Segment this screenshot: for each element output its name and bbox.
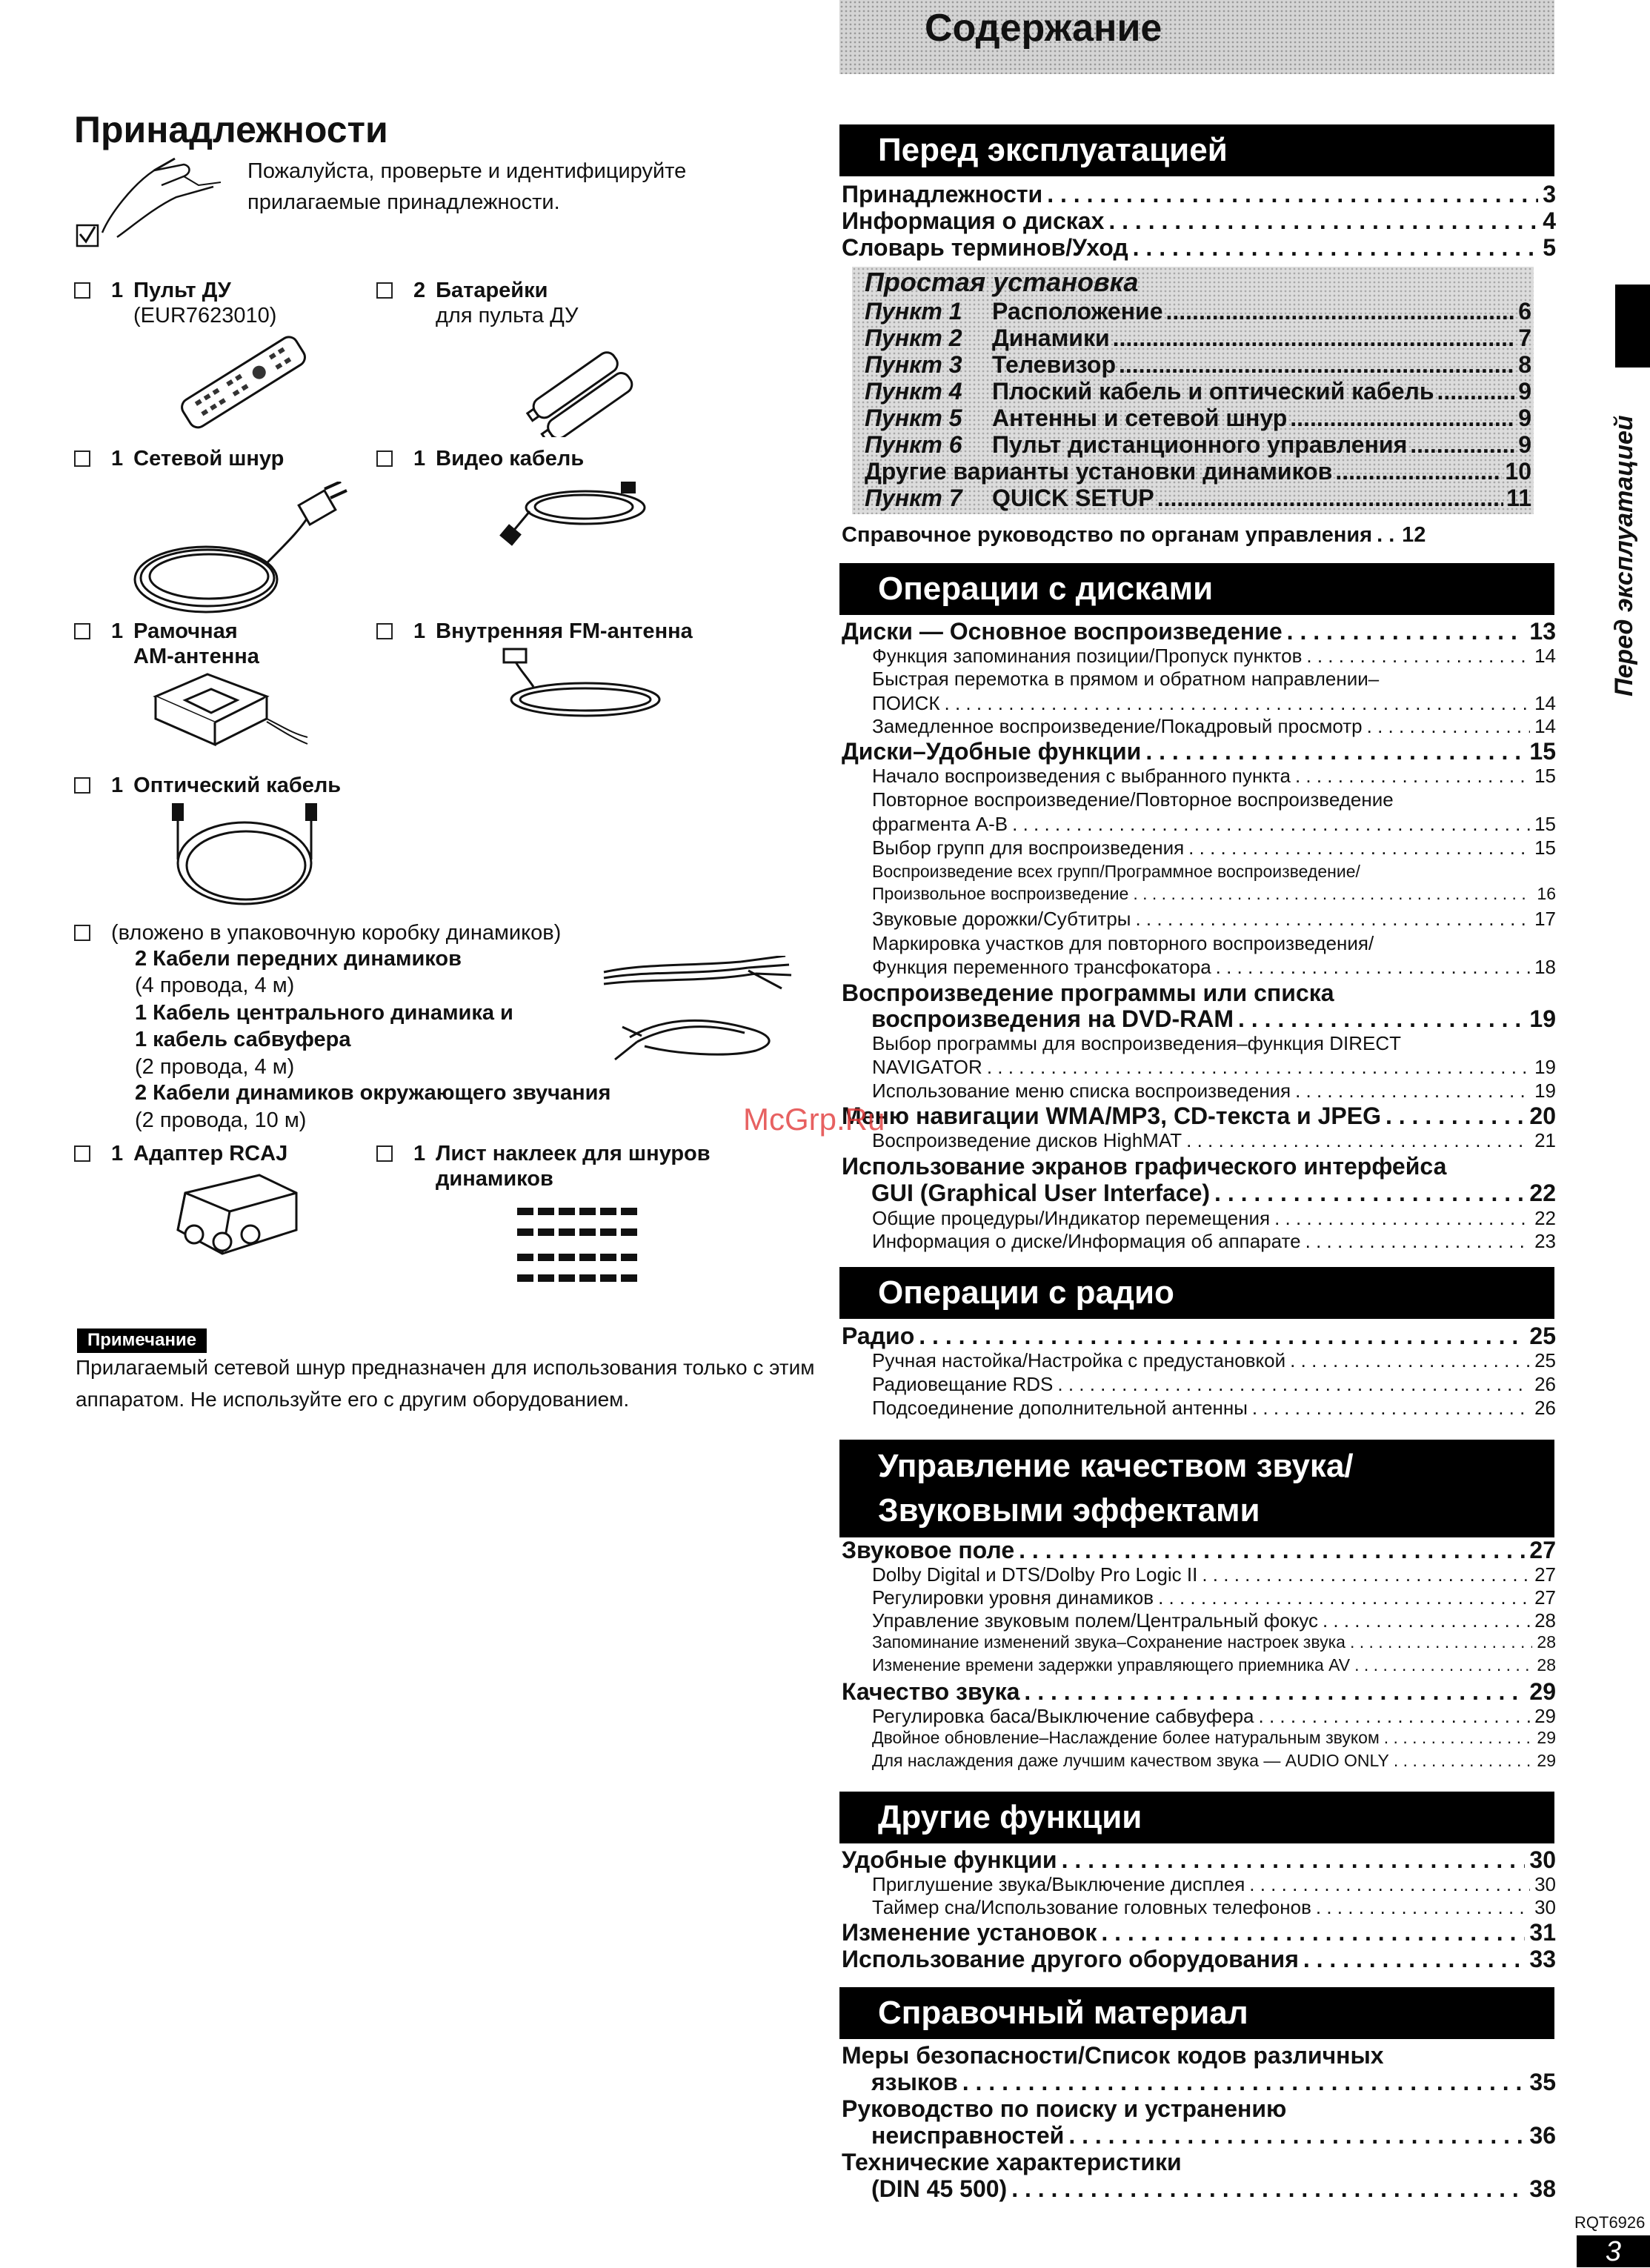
checkbox [74, 623, 90, 639]
toc-entry[interactable]: Меню навигации WMA/MP3, CD-текста и JPEG . . . 20 [842, 1103, 1556, 1130]
toc-subentry[interactable]: Запоминание изменений звука–Сохранение настроек звука . . . 28 [872, 1632, 1556, 1652]
side-tab-marker [1615, 285, 1650, 368]
toc-entry-line: Воспроизведение программы или списка [842, 980, 1334, 1006]
toc-subentry-line: Воспроизведение всех групп/Программное воспроизведение/ [872, 862, 1360, 881]
section-other-functions: Другие функции [839, 1792, 1554, 1843]
am-loop-antenna-icon [141, 667, 311, 756]
section-disc-operations: Операции с дисками [839, 563, 1554, 615]
toc-entry[interactable]: Диски–Удобные функции . . . 15 [842, 738, 1556, 765]
speaker-sticker-sheet-icon [511, 1202, 652, 1291]
batteries-icon [519, 348, 652, 437]
toc-subentry[interactable]: Dolby Digital и DTS/Dolby Pro Logic II . . . 27 [872, 1563, 1556, 1586]
toc-entry[interactable]: Качество звука . . . 29 [842, 1678, 1556, 1706]
checkbox [74, 1145, 90, 1162]
toc-entry[interactable]: языков . . . 35 [871, 2069, 1556, 2096]
toc-entry-line: Использование экранов графического интерфейса [842, 1153, 1447, 1180]
speaker-cables-center: 1 Кабель центрального динамика и [135, 1001, 513, 1025]
checkbox [376, 450, 393, 467]
toc-subentry[interactable]: Для наслаждения даже лучшим качеством звука — AUDIO ONLY . . . 29 [872, 1751, 1556, 1771]
accessory-sticker-sheet: 1 Лист наклеек для шнуров динамиков [376, 1141, 711, 1191]
toc-subentry[interactable]: фрагмента A-B . . . 15 [872, 813, 1556, 836]
accessory-remote: 1 Пульт ДУ (EUR7623010) [74, 278, 276, 328]
side-tab-label: Перед эксплуатацией [1610, 415, 1638, 696]
toc-entry[interactable]: Словарь терминов/Уход . . . 5 [842, 234, 1556, 262]
note-text: Прилагаемый сетевой шнур предназначен для использования только с этим аппаратом. Не используйте его с другим оборудованием. [76, 1356, 815, 1411]
accessory-rcaj-adapter: 1 Адаптер RCAJ [74, 1141, 287, 1166]
quick-setup-step[interactable]: Пункт 4 Плоский кабель и оптический кабель ..... 9 [865, 378, 1531, 405]
toc-subentry-line: Повторное воспроизведение/Повторное воспроизведение [872, 788, 1394, 811]
speaker-cables-subwoofer: 1 кабель сабвуфера [135, 1028, 351, 1051]
section-sound-control-line2: Звуковыми эффектами [878, 1492, 1260, 1529]
toc-entry[interactable]: неисправностей . . . 36 [871, 2122, 1556, 2149]
accessory-batteries: 2 Батарейки для пульта ДУ [376, 278, 578, 328]
speaker-cables-icon [600, 956, 793, 1067]
watermark: McGrp.Ru [743, 1102, 885, 1137]
toc-subentry[interactable]: Регулировки уровня динамиков . . . 27 [872, 1586, 1556, 1609]
quick-setup-step[interactable]: Пункт 6 Пульт дистанционного управления ..... 9 [865, 431, 1531, 459]
toc-entry-line: Руководство по поиску и устранению [842, 2095, 1287, 2122]
accessory-am-antenna: 1 Рамочная AM-антенна [74, 619, 259, 669]
toc-subentry[interactable]: Произвольное воспроизведение . . . 16 [872, 884, 1556, 904]
toc-subentry[interactable]: Начало воспроизведения с выбранного пункта . . . 15 [872, 765, 1556, 788]
toc-subentry[interactable]: Функция переменного трансфокатора . . . 18 [872, 956, 1556, 979]
accessory-video-cable: 1 Видео кабель [376, 446, 584, 471]
toc-subentry[interactable]: Воспроизведение дисков HighMAT . . . 21 [872, 1129, 1556, 1152]
speaker-cables-front: 2 Кабели передних динамиков [135, 947, 462, 971]
quick-setup-step[interactable]: Пункт 2 Динамики ..... 7 [865, 325, 1531, 352]
checkbox [74, 925, 90, 941]
toc-entry-line: Технические характеристики [842, 2149, 1182, 2175]
toc-subentry[interactable]: Радиовещание RDS . . . 26 [872, 1373, 1556, 1396]
toc-entry[interactable]: Принадлежности . . . 3 [842, 181, 1556, 208]
toc-entry[interactable]: (DIN 45 500) . . . 38 [871, 2175, 1556, 2203]
section-reference: Справочный материал [839, 1987, 1554, 2039]
accessory-speaker-cables: (вложено в упаковочную коробку динамиков) [74, 920, 682, 945]
toc-subentry[interactable]: Приглушение звука/Выключение дисплея . . . 30 [872, 1873, 1556, 1896]
toc-subentry[interactable]: NAVIGATOR . . . 19 [872, 1056, 1556, 1079]
quick-setup-title: Простая установка [865, 267, 1139, 297]
toc-subentry[interactable]: Замедленное воспроизведение/Покадровый просмотр . . . 14 [872, 715, 1556, 738]
toc-subentry[interactable]: Ручная настойка/Настройка с предустановкой . . . 25 [872, 1349, 1556, 1372]
remote-control-icon [169, 326, 317, 437]
toc-subentry[interactable]: ПОИСК . . . 14 [872, 692, 1556, 715]
quick-setup-step[interactable]: Пункт 3 Телевизор ..... 8 [865, 351, 1531, 379]
toc-entry-line: Меры безопасности/Список кодов различных [842, 2042, 1384, 2069]
toc-entry[interactable]: GUI (Graphical User Interface) . . . 22 [871, 1180, 1556, 1207]
accessory-power-cord: 1 Сетевой шнур [74, 446, 284, 471]
page-number: 3 [1577, 2235, 1650, 2267]
toc-entry[interactable]: Изменение установок . . . 31 [842, 1919, 1556, 1946]
quick-setup-step[interactable]: Пункт 7 QUICK SETUP ..... 11 [865, 485, 1531, 512]
toc-subentry-line: Быстрая перемотка в прямом и обратном направлении– [872, 668, 1380, 690]
model-code: RQT6926 [1574, 2213, 1646, 2232]
accessories-intro: Пожалуйста, проверьте и идентифицируйте прилагаемые принадлежности. [247, 159, 687, 214]
quick-setup-step[interactable]: Другие варианты установки динамиков ..... 10 [865, 458, 1531, 485]
toc-entry[interactable]: Использование другого оборудования . . . 33 [842, 1946, 1556, 1973]
power-cord-icon [126, 482, 348, 622]
toc-entry[interactable]: Информация о дисках . . . 4 [842, 207, 1556, 235]
toc-subentry[interactable]: Управление звуковым полем/Центральный фокус . . . 28 [872, 1609, 1556, 1632]
contents-header [839, 0, 1554, 74]
toc-entry[interactable]: Удобные функции . . . 30 [842, 1846, 1556, 1874]
speaker-cables-surround-detail: (2 провода, 10 м) [135, 1108, 307, 1132]
toc-entry[interactable]: Диски — Основное воспроизведение . . . 13 [842, 618, 1556, 645]
checkbox [376, 623, 393, 639]
speaker-cables-center-detail: (2 провода, 4 м) [135, 1055, 295, 1079]
speaker-cables-surround: 2 Кабели динамиков окружающего звучания [135, 1081, 611, 1105]
contents-title: Содержание [925, 7, 1162, 50]
toc-subentry-line: Маркировка участков для повторного воспроизведения/ [872, 932, 1374, 954]
section-radio-operations: Операции с радио [839, 1267, 1554, 1319]
toc-subentry[interactable]: Регулировка баса/Выключение сабвуфера . . . 29 [872, 1705, 1556, 1728]
toc-subentry[interactable]: Выбор групп для воспроизведения . . . 15 [872, 837, 1556, 859]
toc-entry[interactable]: Справочное руководство по органам управления . . . 12 [842, 523, 1556, 548]
note-label: Примечание [77, 1328, 207, 1353]
section-before-use: Перед эксплуатацией [839, 124, 1554, 176]
section-sound-control [839, 1440, 1554, 1537]
toc-entry[interactable]: Радио . . . 25 [842, 1323, 1556, 1350]
video-cable-icon [496, 474, 652, 548]
hand-checkmark-icon [73, 156, 236, 259]
quick-setup-step[interactable]: Пункт 1 Расположение ..... 6 [865, 298, 1531, 325]
checkbox [74, 282, 90, 299]
fm-indoor-antenna-icon [496, 646, 674, 728]
checkbox [74, 777, 90, 794]
accessories-title: Принадлежности [74, 109, 388, 150]
toc-subentry[interactable]: Подсоединение дополнительной антенны . . . 26 [872, 1397, 1556, 1420]
speaker-cables-front-detail: (4 провода, 4 м) [135, 974, 295, 997]
toc-entry[interactable]: Звуковое поле . . . 27 [842, 1537, 1556, 1564]
toc-subentry-line: Выбор программы для воспроизведения–функция DIRECT [872, 1032, 1401, 1054]
optical-cable-icon [163, 800, 319, 911]
checkbox [74, 450, 90, 467]
toc-subentry[interactable]: Функция запоминания позиции/Пропуск пунктов . . . 14 [872, 645, 1556, 668]
toc-subentry[interactable]: Звуковые дорожки/Субтитры . . . 17 [872, 908, 1556, 931]
accessory-fm-antenna: 1 Внутренняя FM-антенна [376, 619, 693, 644]
accessory-optical-cable: 1 Оптический кабель [74, 773, 341, 798]
toc-subentry[interactable]: Таймер сна/Использование головных телефонов . . . 30 [872, 1896, 1556, 1919]
toc-subentry[interactable]: Общие процедуры/Индикатор перемещения . . . 22 [872, 1207, 1556, 1230]
toc-subentry[interactable]: Изменение времени задержки управляющего приемника AV . . . 28 [872, 1655, 1556, 1675]
toc-entry[interactable]: воспроизведения на DVD-RAM . . . 19 [871, 1005, 1556, 1033]
toc-subentry[interactable]: Использование меню списка воспроизведения . . . 19 [872, 1080, 1556, 1103]
section-sound-control-line1: Управление качеством звука/ [878, 1448, 1354, 1484]
toc-subentry[interactable]: Информация о диске/Информация об аппарате . . . 23 [872, 1230, 1556, 1253]
quick-setup-step[interactable]: Пункт 5 Антенны и сетевой шнур ..... 9 [865, 405, 1531, 432]
checkbox [376, 1145, 393, 1162]
toc-subentry[interactable]: Двойное обновление–Наслаждение более натуральным звуком . . . 29 [872, 1728, 1556, 1748]
rcaj-adapter-icon [163, 1171, 304, 1267]
checkbox [376, 282, 393, 299]
